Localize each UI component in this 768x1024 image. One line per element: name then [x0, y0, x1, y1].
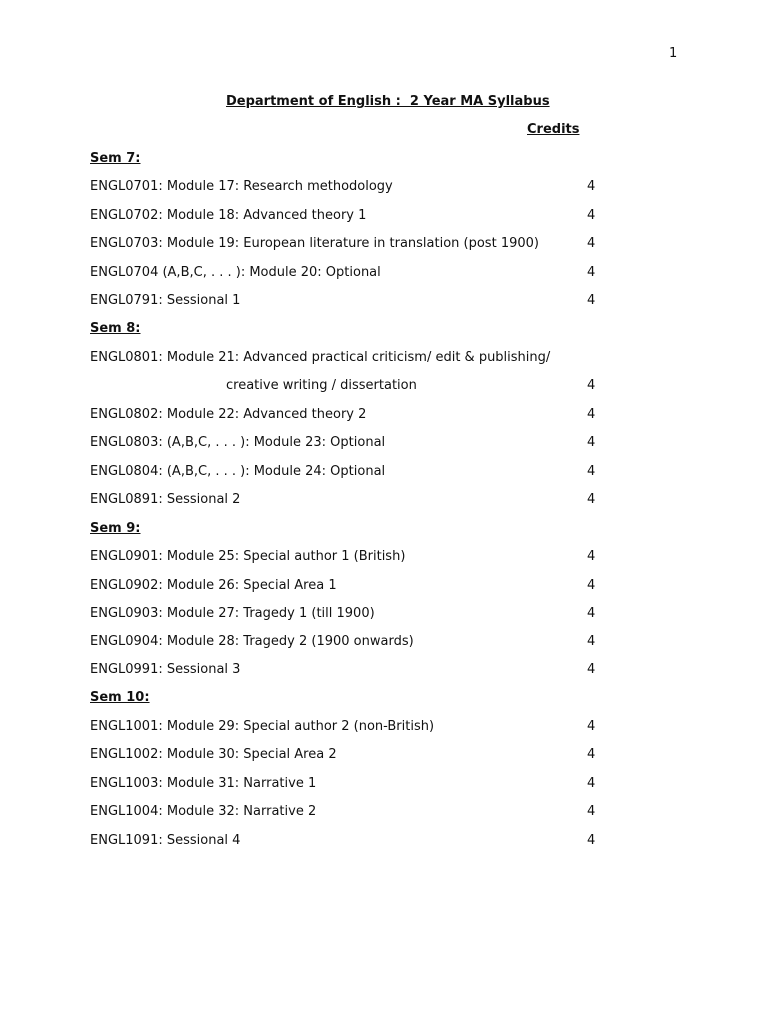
sem-10-heading: Sem 10: [90, 690, 150, 705]
course-title: ENGL0804: (A,B,C, . . . ): Module 24: Optional [90, 464, 386, 479]
course-title: ENGL0904: Module 28: Tragedy 2 (1900 onwards) [90, 634, 414, 649]
course-row [90, 492, 610, 510]
course-row [90, 606, 610, 624]
course-row [90, 804, 610, 822]
course-title: ENGL0991: Sessional 3 [90, 662, 241, 677]
course-row [90, 236, 610, 254]
course-row [90, 662, 610, 680]
course-credits: 4 [587, 606, 596, 621]
course-credits: 4 [587, 407, 596, 422]
sem-8-heading: Sem 8: [90, 321, 141, 336]
course-row [90, 747, 610, 765]
course-row [90, 265, 610, 283]
course-title: ENGL0801: Module 21: Advanced practical criticism/ edit & publishing/ [90, 350, 551, 365]
course-credits: 4 [587, 833, 596, 848]
course-title: ENGL0891: Sessional 2 [90, 492, 241, 507]
course-row [90, 776, 610, 794]
course-title: ENGL0901: Module 25: Special author 1 (British) [90, 549, 406, 564]
course-credits: 4 [587, 634, 596, 649]
course-credits: 4 [587, 662, 596, 677]
course-title: ENGL0902: Module 26: Special Area 1 [90, 578, 337, 593]
course-title: ENGL0903: Module 27: Tragedy 1 (till 1900) [90, 606, 375, 621]
course-credits: 4 [587, 208, 596, 223]
course-row [90, 179, 610, 197]
course-title: ENGL0702: Module 18: Advanced theory 1 [90, 208, 367, 223]
course-title: ENGL1003: Module 31: Narrative 1 [90, 776, 317, 791]
course-row [90, 833, 610, 851]
course-credits: 4 [587, 293, 596, 308]
course-row-continuation [90, 378, 610, 396]
document-title: Department of English : 2 Year MA Syllabus [226, 94, 550, 109]
course-credits: 4 [587, 265, 596, 280]
course-row [90, 208, 610, 226]
course-row [90, 407, 610, 425]
course-credits: 4 [587, 236, 596, 251]
course-credits: 4 [587, 378, 596, 393]
course-row [90, 464, 610, 482]
course-title: ENGL1091: Sessional 4 [90, 833, 241, 848]
course-title: ENGL1004: Module 32: Narrative 2 [90, 804, 317, 819]
course-credits: 4 [587, 776, 596, 791]
course-credits: 4 [587, 549, 596, 564]
course-row [90, 719, 610, 737]
course-credits: 4 [587, 435, 596, 450]
page-number: 1 [669, 46, 678, 61]
credits-column-header: Credits [527, 122, 580, 137]
course-credits: 4 [587, 578, 596, 593]
course-title: ENGL0704 (A,B,C, . . . ): Module 20: Optional [90, 265, 381, 280]
course-row [90, 293, 610, 311]
course-row [90, 578, 610, 596]
course-credits: 4 [587, 464, 596, 479]
course-credits: 4 [587, 747, 596, 762]
sem-9-heading: Sem 9: [90, 521, 141, 536]
course-row [90, 435, 610, 453]
course-title: ENGL0701: Module 17: Research methodology [90, 179, 393, 194]
course-title: ENGL1001: Module 29: Special author 2 (non-British) [90, 719, 435, 734]
course-credits: 4 [587, 179, 596, 194]
course-title: ENGL1002: Module 30: Special Area 2 [90, 747, 337, 762]
course-title-continuation: creative writing / dissertation [226, 378, 417, 393]
course-row [90, 549, 610, 567]
course-row [90, 350, 610, 368]
course-title: ENGL0802: Module 22: Advanced theory 2 [90, 407, 367, 422]
course-title: ENGL0703: Module 19: European literature in translation (post 1900) [90, 236, 539, 251]
course-credits: 4 [587, 492, 596, 507]
course-title: ENGL0791: Sessional 1 [90, 293, 241, 308]
course-credits: 4 [587, 719, 596, 734]
course-row [90, 634, 610, 652]
course-title: ENGL0803: (A,B,C, . . . ): Module 23: Optional [90, 435, 386, 450]
course-credits: 4 [587, 804, 596, 819]
sem-7-heading: Sem 7: [90, 151, 141, 166]
